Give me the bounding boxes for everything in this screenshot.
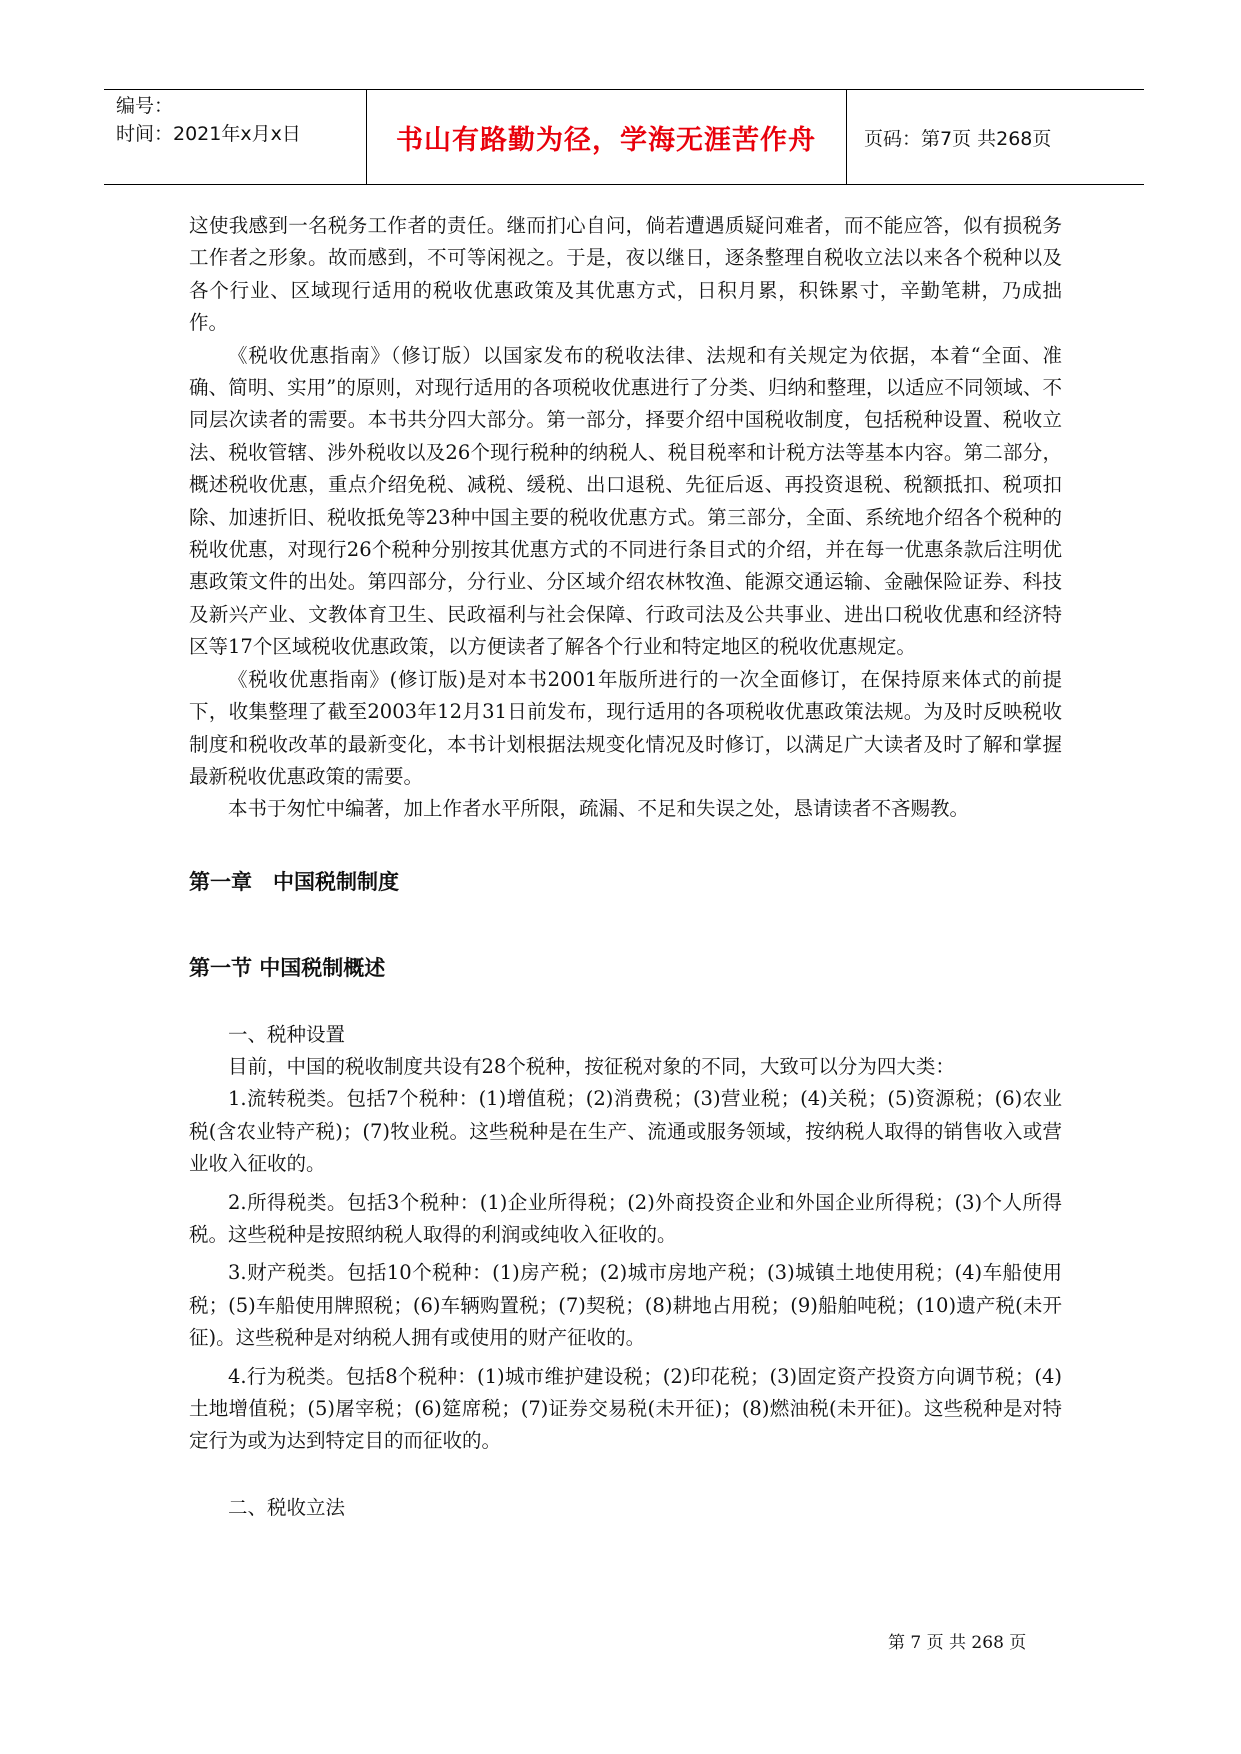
chapter-title: 第一章 中国税制制度 xyxy=(189,869,399,894)
tax-category-item: 2.所得税类。包括3个税种：(1)企业所得税；(2)外商投资企业和外国企业所得税；(3)个人所得税。这些税种是按照纳税人取得的利润或纯收入征收的。 xyxy=(189,1190,1062,1246)
tax-category-item: 3.财产税类。包括10个税种：(1)房产税；(2)城市房地产税；(3)城镇土地使用税；(4)车船使用税；(5)车船使用牌照税；(6)车辆购置税；(7)契税；(8)耕地占用税；(9)船舶吨税；(10)遗产税(未开征)。这些税种是对纳税人拥有或使用的财产征收的。 xyxy=(189,1261,1062,1350)
doc-number-label: 编号： xyxy=(116,95,174,117)
page-footer: 第 7 页 共 268 页 xyxy=(888,1633,1027,1653)
section-title: 第一节 中国税制概述 xyxy=(189,956,386,981)
doc-time-label: 时间：2021年x月x日 xyxy=(116,123,301,145)
subsection-heading: 二、税收立法 xyxy=(228,1495,346,1519)
body-paragraph: 《税收优惠指南》(修订版)是对本书2001年版所进行的一次全面修订，在保持原来体式的前提下，收集整理了截至2003年12月31日前发布，现行适用的各项税收优惠政策法规。为及时反映税收制度和税收改革的最新变化，本书计划根据法规变化情况及时修订，以满足广大读者及时了解和掌握最新税收优惠政策的需要。 xyxy=(189,667,1062,788)
tax-category-item: 4.行为税类。包括8个税种：(1)城市维护建设税；(2)印花税；(3)固定资产投资方向调节税；(4)土地增值税；(5)屠宰税；(6)筵席税；(7)证券交易税(未开征)；(8)燃油税(未开征)。这些税种是对特定行为或为达到特定目的而征收的。 xyxy=(189,1364,1062,1453)
subsection-intro: 目前，中国的税收制度共设有28个税种，按征税对象的不同，大致可以分为四大类： xyxy=(228,1054,955,1078)
header-page-info: 页码：第7页 共268页 xyxy=(864,127,1052,150)
tax-category-item: 1.流转税类。包括7个税种：(1)增值税；(2)消费税；(3)营业税；(4)关税；(5)资源税；(6)农业税(含农业特产税)；(7)牧业税。这些税种是在生产、流通或服务领域，按纳税人取得的销售收入或营业收入征收的。 xyxy=(189,1087,1062,1176)
body-paragraph: 这使我感到一名税务工作者的责任。继而扪心自问，倘若遭遇质疑问难者，而不能应答，似有损税务工作者之形象。故而感到，不可等闲视之。于是，夜以继日，逐条整理自税收立法以来各个税种以及各个行业、区域现行适用的税收优惠政策及其优惠方式，日积月累，积铢累寸，辛勤笔耕，乃成拙作。 xyxy=(189,214,1062,335)
document-body xyxy=(189,210,1062,1524)
header-divider xyxy=(846,90,847,184)
body-paragraph: 《税收优惠指南》（修订版）以国家发布的税收法律、法规和有关规定为依据，本着“全面、准确、简明、实用”的原则，对现行适用的各项税收优惠进行了分类、归纳和整理，以适应不同领域、不同层次读者的需要。本书共分四大部分。第一部分，择要介绍中国税收制度，包括税种设置、税收立法、税收管辖、涉外税收以及26个现行税种的纳税人、税目税率和计税方法等基本内容。第二部分，概述税收优惠，重点介绍免税、减税、缓税、出口退税、先征后返、再投资退税、税额抵扣、税项扣除、加速折旧、税收抵免等23种中国主要的税收优惠方式。第三部分，全面、系统地介绍各个税种的税收优惠，对现行26个税种分别按其优惠方式的不同进行条目式的介绍，并在每一优惠条款后注明优惠政策文件的出处。第四部分，分行业、分区域介绍农林牧渔、能源交通运输、金融保险证券、科技及新兴产业、文教体育卫生、民政福利与社会保障、行政司法及公共事业、进出口税收优惠和经济特区等17个区域税收优惠政策，以方便读者了解各个行业和特定地区的税收优惠规定。 xyxy=(189,343,1062,659)
subsection-heading: 一、税种设置 xyxy=(228,1022,346,1046)
page-header xyxy=(104,89,1144,185)
header-motto: 书山有路勤为径，学海无涯苦作舟 xyxy=(396,124,816,156)
body-paragraph: 本书于匆忙中编著，加上作者水平所限，疏漏、不足和失误之处，恳请读者不吝赐教。 xyxy=(228,797,970,821)
header-meta xyxy=(116,92,301,148)
